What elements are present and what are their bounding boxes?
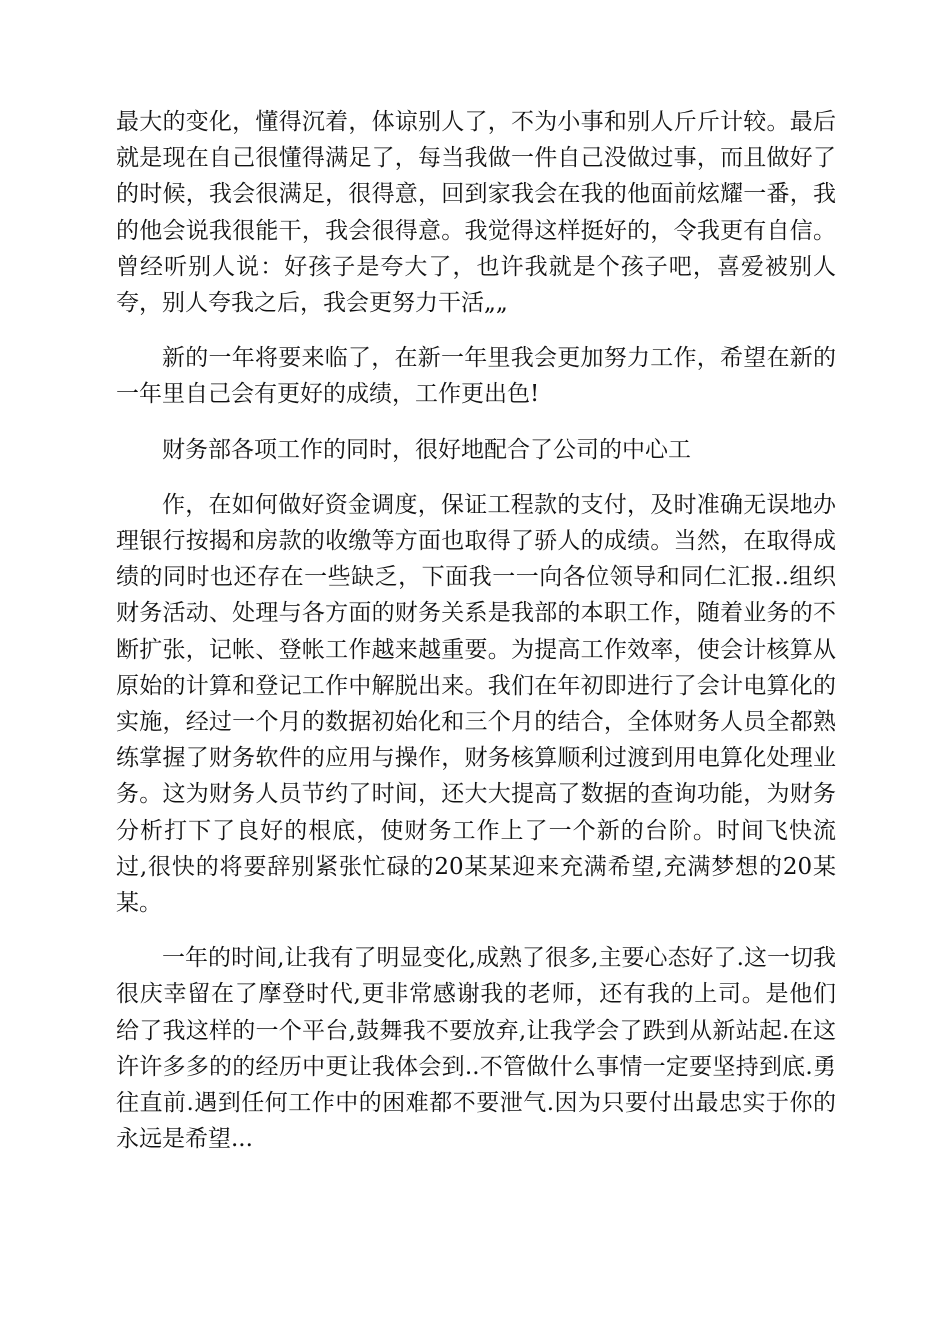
paragraph-3: 财务部各项工作的同时，很好地配合了公司的中心工 xyxy=(162,436,691,463)
paragraph-1: 最大的变化，懂得沉着，体谅别人了，不为小事和别人斤斤计较。最后就是现在自己很懂得满足了，每当我做一件自己没做过事，而且做好了的时候，我会很满足，很得意，回到家我会在我的他面前炫耀一番，我的他会说我很能干，我会很得意。我觉得这样挺好的，令我更有自信。曾经听别人说：好孩子是夸大了，也许我就是个孩子吧，喜爱被别人夸，别人夸我之后，我会更努力干活„„ xyxy=(116,109,836,317)
paragraph-5: 一年的时间,让我有了明显变化,成熟了很多,主要心态好了.这一切我很庆幸留在了摩登时代,更非常感谢我的老师，还有我的上司。是他们给了我这样的一个平台,鼓舞我不要放弃,让我学会了跌到从新站起.在这许许多多的的经历中更让我体会到..不管做什么事情一定要坚持到底.勇往直前.遇到任何工作中的困难都不要泄气.因为只要付出最忠实于你的永远是希望... xyxy=(116,945,836,1153)
document-page xyxy=(116,104,836,1176)
paragraph-2: 新的一年将要来临了，在新一年里我会更加努力工作，希望在新的一年里自己会有更好的成绩，工作更出色! xyxy=(116,345,836,408)
paragraph-4: 作，在如何做好资金调度，保证工程款的支付，及时准确无误地办理银行按揭和房款的收缴等方面也取得了骄人的成绩。当然，在取得成绩的同时也还存在一些缺乏，下面我一一向各位领导和同仁汇报..组织财务活动、处理与各方面的财务关系是我部的本职工作，随着业务的不断扩张，记帐、登帐工作越来越重要。为提高工作效率，使会计核算从原始的计算和登记工作中解脱出来。我们在年初即进行了会计电算化的实施，经过一个月的数据初始化和三个月的结合，全体财务人员全都熟练掌握了财务软件的应用与操作，财务核算顺利过渡到用电算化处理业务。这为财务人员节约了时间，还大大提高了数据的查询功能，为财务分析打下了良好的根底，使财务工作上了一个新的台阶。时间飞快流过,很快的将要辞别紧张忙碌的20某某迎来充满希望,充满梦想的20某某。 xyxy=(116,491,836,917)
